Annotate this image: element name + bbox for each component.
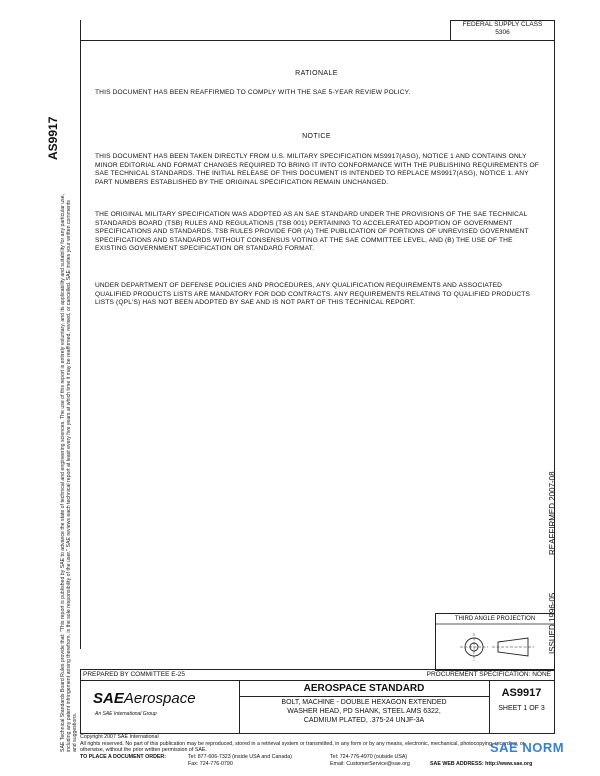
logo-aerospace-text: Aerospace [123, 690, 196, 707]
title-block [80, 680, 555, 734]
aerospace-standard-label: AEROSPACE STANDARD [239, 683, 489, 697]
notice-heading: NOTICE [302, 133, 331, 140]
federal-supply-class-value: 5306 [495, 29, 510, 36]
email: Email: CustomerService@sae.org [330, 760, 410, 767]
fax: Fax: 724-776-0790 [188, 760, 233, 767]
sae-disclaimer: SAE Technical Standards Board Rules provide that: "This report is published by SAE to advance the state of technical and engineering sciences. The use of this report is entirely voluntary, and its applicability and suitability for any particular use, including any patent infringement arising therefrom, is the sole responsibility of the user." SAE reviews each technical report at least every five years at which time it may be reaffirmed, revised, or cancelled. SAE invites your written comments and suggestions. [60, 193, 79, 752]
document-number-side: AS9917 [46, 116, 60, 160]
prepared-by: PREPARED BY COMMITTEE E-25 [83, 671, 185, 678]
notice-paragraph-1: THIS DOCUMENT HAS BEEN TAKEN DIRECTLY FROM U.S. MILITARY SPECIFICATION MS9917(ASG), NOTICE 1 AND CONTAINS ONLY MINOR EDITORIAL AND FORMAT CHANGES REQUIRED TO BRING IT INTO CONFORMANCE WITH THE PUBLISHING REQUIREMENTS OF SAE TECHNICAL STANDARDS. THE INITIAL RELEASE OF THIS DOCUMENT IS INTENDED TO REPLACE MS9917(ASG), NOTICE 1. ANY PART NUMBERS ESTABLISHED BY THE ORIGINAL SPECIFICATION REMAIN UNCHANGED. [95, 153, 539, 186]
title-cell [239, 681, 490, 733]
issued-date: ISSUED 1996-05 [548, 592, 557, 654]
document-number: AS9917 [501, 687, 542, 699]
web-address: SAE WEB ADDRESS: http://www.sae.org [430, 760, 533, 767]
logo-sae-text: SAE [93, 690, 124, 707]
copyright: Copyright 2007 SAE International [80, 734, 159, 740]
third-angle-label: THIRD ANGLE PROJECTION [454, 616, 536, 622]
description-line-1: BOLT, MACHINE - DOUBLE HEXAGON EXTENDED [281, 699, 447, 706]
notice-paragraph-2: THE ORIGINAL MILITARY SPECIFICATION WAS ADOPTED AS AN SAE STANDARD UNDER THE PROVISIONS OF THE SAE TECHNICAL STANDARDS BOARD (TSB) RULES AND REGULATIONS (TSB 001) PERTAINING TO ACCELERATED ADOPTION OF GOVERNMENT SPECIFICATIONS AND STANDARDS. TSB RULES PROVIDE FOR (A) THE PUBLICATION OF PORTIONS OF UNREVISED GOVERNMENT SPECIFICATIONS AND STANDARDS WITHOUT CONSENSUS VOTING AT THE SAE COMMITTEE LEVEL, AND (B) THE USE OF THE EXISTING GOVERNMENT SPECIFICATION OR STANDARD FORMAT. [95, 211, 529, 253]
document-description [239, 698, 489, 725]
federal-supply-class-label: FEDERAL SUPPLY CLASS [462, 21, 543, 28]
description-line-2: WASHER HEAD, PD SHANK, STEEL AMS 6322, [287, 708, 441, 715]
federal-supply-class-box [450, 20, 555, 41]
footer [80, 734, 550, 768]
side-column [40, 20, 81, 198]
sheet-number: SHEET 1 OF 3 [498, 705, 545, 712]
third-angle-projection-box [435, 613, 555, 671]
sae-logo-cell [81, 681, 240, 733]
tel-outside-usa: Tel: 724-776-4970 (outside USA) [330, 753, 408, 760]
tel-inside-usa: Tel: 877-606-7323 (inside USA and Canada) [188, 753, 292, 760]
rationale-heading: RATIONALE [295, 70, 338, 77]
sae-aerospace-logo [93, 690, 196, 707]
notice-paragraph-3: UNDER DEPARTMENT OF DEFENSE POLICIES AND PROCEDURES, ANY QUALIFICATION REQUIREMENTS AND ASSOCIATED QUALIFIED PRODUCTS LISTS ARE MANDATORY FOR DOD CONTRACTS. ANY REQUIREMENTS RELATING TO QUALIFIED PRODUCTS LISTS (QPL'S) HAS NOT BEEN ADOPTED BY SAE AND IS NOT PART OF THIS TECHNICAL REPORT. [95, 282, 531, 307]
sae-norm-watermark: SAE NORM [490, 740, 565, 755]
procurement-spec: PROCUREMENT SPECIFICATION: NONE [426, 671, 551, 678]
page-frame [80, 40, 555, 649]
order-label: TO PLACE A DOCUMENT ORDER: [80, 753, 167, 760]
reaffirmed-date: REAFFIRMED 2007-08 [548, 471, 557, 555]
order-contact-row [80, 754, 550, 768]
rights-statement: All rights reserved. No part of this publication may be reproduced, stored in a retrieval system or transmitted, in any form or by any means, electronic, mechanical, photocopying, recording, or otherwise, without the prior written permission of SAE. [80, 740, 525, 754]
third-angle-projection-icon [436, 614, 554, 670]
description-line-3: CADMIUM PLATED, .375-24 UNJF-3A [303, 717, 425, 724]
rationale-text: THIS DOCUMENT HAS BEEN REAFFIRMED TO COMPLY WITH THE SAE 5-YEAR REVIEW POLICY. [95, 89, 411, 96]
logo-subtitle: An SAE International Group [95, 711, 157, 717]
doc-number-cell [489, 681, 554, 733]
